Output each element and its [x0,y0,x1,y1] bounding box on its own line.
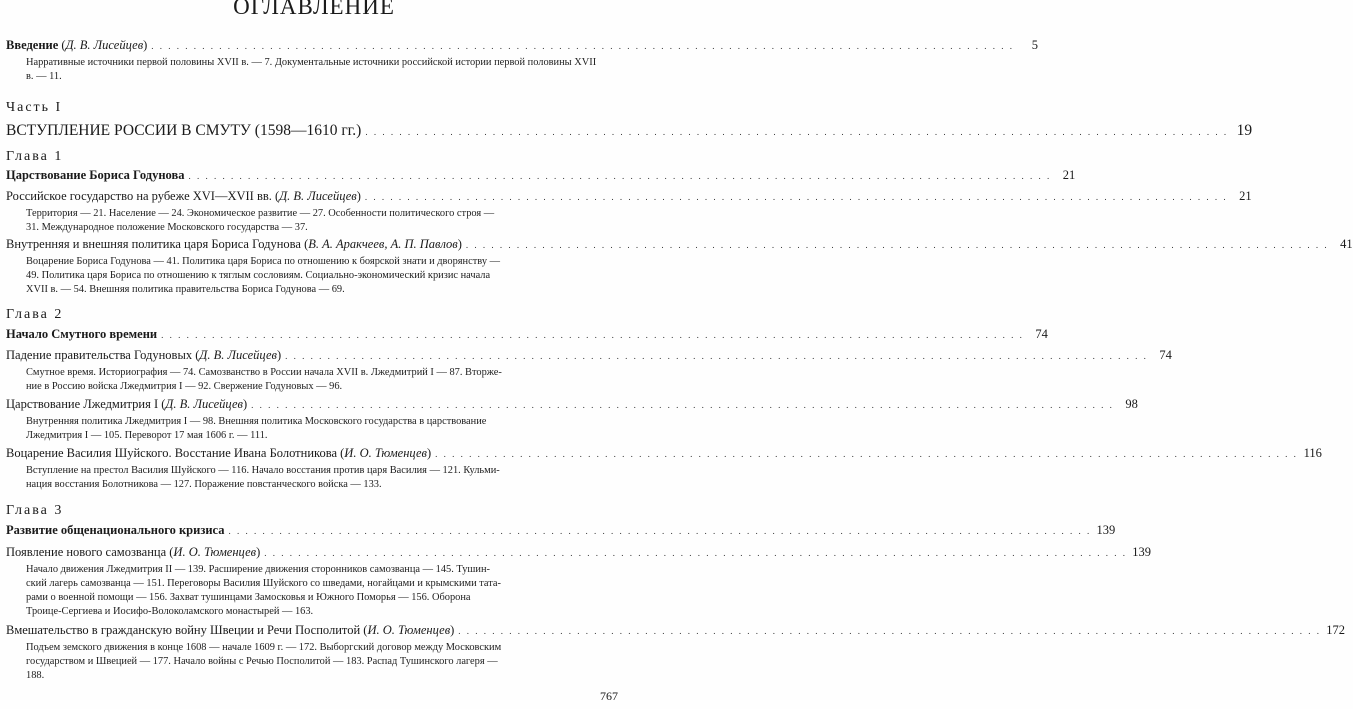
section-authors: И. О. Тюменцев [344,446,427,460]
section-description: Подъем земского движения в конце 1608 — начале 1609 г. — 172. Выборгский договор между Московским государством и Швецией — 177. Начало войны с Речью Посполитой — 183. Распад Тушинского лагеря — 188. [26,642,502,681]
entry-authors: Д. В. Лисейцев [65,38,144,52]
entry-title: Введение [6,38,59,52]
leader-dots [189,171,1052,181]
entry-page: 21 [1239,189,1252,203]
section-title: Появление нового самозванца [6,545,167,559]
entry-page: 116 [1303,446,1322,460]
leader-dots [466,240,1329,250]
entry-page: 74 [1159,348,1172,362]
leader-dots [229,526,1092,536]
section-authors: И. О. Тюменцев [367,623,451,637]
section-description: Смутное время. Историография — 74. Самозванство в России начала XVII в. Лжедмитрий I — 87. Вторже- ние в Россию войска Лжедмитрия I — 92. Свержение Годуновых — 96. [26,367,502,392]
leader-dots [365,127,1228,137]
section-description: Начало движения Лжедмитрия II — 139. Расширение движения сторонников самозванца — 145. Тушин- ский лагерь самозванца — 151. Переговоры Василия Шуйского со шведами, ногайцами и крымскими тата- рами о военной помощи — 156. Захват тушинцами Замосковья и Южного Поморья — 156. Оборона Троице-Сергиева и Иосифо-Волоколамского монастырей — 163. [26,564,501,617]
section-authors: Д. В. Лисейцев [279,189,357,203]
chapter-label: Глава 2 [6,307,64,322]
toc-entry-intro[interactable]: Введение (Д. В. Лисейцев) . . . 5 [6,38,622,53]
entry-page: 19 [1236,122,1253,139]
leader-dots [161,330,1024,340]
leader-dots [365,192,1228,202]
leader-dots [285,351,1148,361]
entry-page: 172 [1326,623,1346,637]
leader-dots [264,548,1127,558]
chapter-label: Глава 3 [6,503,64,518]
toc-entry-section[interactable]: Царствование Лжедмитрия I (Д. В. Лисейцев) . . . 98 [6,397,622,412]
leader-dots [151,41,1014,51]
chapter-label: Глава 1 [6,149,64,164]
section-title: Вмешательство в гражданскую войну Швеции и Речи Посполитой [6,623,361,637]
entry-page: 21 [1062,168,1076,182]
toc-entry-section[interactable]: Появление нового самозванца (И. О. Тюменцев) . . . 139 [6,545,622,560]
leader-dots [251,400,1114,410]
page-number: 767 [600,689,618,703]
toc-entry-section[interactable]: Вмешательство в гражданскую войну Швеции и Речи Посполитой (И. О. Тюменцев) . . . 172 [6,623,622,638]
entry-page: 139 [1096,523,1116,537]
entry-page: 98 [1125,397,1138,411]
part-title: ВСТУПЛЕНИЕ РОССИИ В СМУТУ (1598—1610 гг.) [6,122,362,139]
section-title: Царствование Лжедмитрия I [6,397,159,411]
toc-entry-section[interactable]: Воцарение Василия Шуйского. Восстание Ивана Болотникова (И. О. Тюменцев) . . . 116 [6,446,622,461]
toc-entry-chapter3[interactable] [6,523,1116,538]
toc-entry-section[interactable]: Внутренняя и внешняя политика царя Бориса Годунова (В. А. Аракчеев, А. П. Павлов) . . . 41 [6,237,622,252]
toc-entry-chapter1[interactable] [6,168,1076,183]
toc-entry-chapter2[interactable] [6,327,1048,342]
entry-page: 74 [1035,327,1048,341]
entry-page: 41 [1340,237,1353,251]
section-description: Внутренняя политика Лжедмитрия I — 98. Внешняя политика Московского государства в царствование Лжедмитрия I — 105. Переворот 17 мая 1606 г. — 111. [26,416,487,441]
leader-dots [435,449,1298,459]
toc-entry-part1[interactable] [6,122,1253,140]
section-description: Вступление на престол Василия Шуйского — 116. Начало восстания против царя Василия — 121. Кульми- нация восстания Болотникова — 127. Поражение повстанческого войска — 133. [26,465,500,490]
page-title: ОГЛАВЛЕНИЕ [233,0,395,19]
chapter-title: Начало Смутного времени [6,327,158,341]
section-description: Воцарение Бориса Годунова — 41. Политика царя Бориса по отношению к боярской знати и дворянству — 49. Политика царя Бориса по отношению к тяглым сословиям. Социально-экономический кризис начала XVII в. — 54. Внешняя политика правительства Бориса Годунова — 69. [26,256,500,295]
chapter-title: Царствование Бориса Годунова [6,168,185,182]
entry-description: Нарративные источники первой половины XVII в. — 7. Документальные источники российской истории первой половины XVII в. — 11. [26,57,597,82]
section-title: Внутренняя и внешняя политика царя Бориса Годунова [6,237,301,251]
leader-dots [458,626,1321,636]
section-title: Российское государство на рубеже XVI—XVII вв. [6,189,272,203]
section-authors: И. О. Тюменцев [173,545,257,559]
part-label: Часть I [6,100,63,115]
section-description: Территория — 21. Население — 24. Экономическое развитие — 27. Особенности политического строя — 31. Международное положение Московского государства — 37. [26,208,495,233]
section-title: Воцарение Василия Шуйского. Восстание Ивана Болотникова [6,446,337,460]
section-title: Падение правительства Годуновых [6,348,193,362]
section-authors: Д. В. Лисейцев [165,397,243,411]
toc-entry-section[interactable]: Российское государство на рубеже XVI—XVII вв. (Д. В. Лисейцев) . . . 21 [6,189,622,204]
chapter-title: Развитие общенационального кризиса [6,523,225,537]
toc-entry-section[interactable]: Падение правительства Годуновых (Д. В. Лисейцев) . . . 74 [6,348,622,363]
entry-page: 139 [1132,545,1151,559]
entry-page: 5 [1031,38,1039,52]
section-authors: Д. В. Лисейцев [199,348,277,362]
section-authors: В. А. Аракчеев, А. П. Павлов [308,237,458,251]
